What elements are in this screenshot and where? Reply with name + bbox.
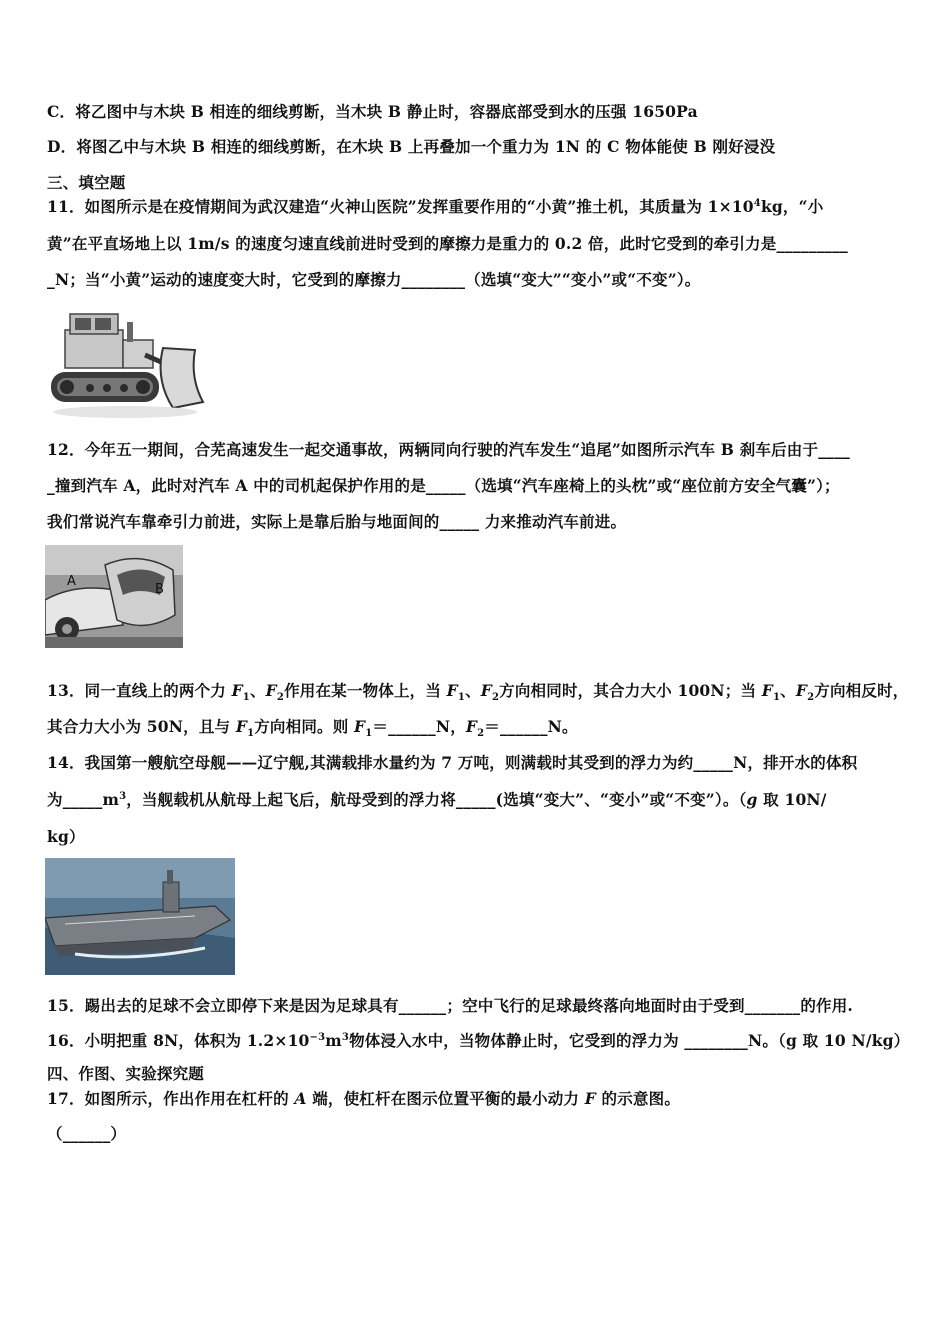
q12-line1: 12．今年五一期间，合芜高速发生一起交通事故，两辆同向行驶的汽车发生“追尾”如图所示汽车 B 刹车后由于____ [47, 440, 850, 459]
section-title-fill-blank: 三、填空题 [47, 173, 126, 192]
q15: 15．踢出去的足球不会立即停下来是因为足球具有______；空中飞行的足球最终落向地面时由于受到_______的作用. [47, 996, 854, 1015]
q12-line3: 我们常说汽车靠牵引力前进，实际上是靠后胎与地面间的_____ 力来推动汽车前进。 [47, 512, 627, 531]
bulldozer-image [45, 300, 207, 425]
q11-line2: 黄”在平直场地上以 1m/s 的速度匀速直线前进时受到的摩擦力是重力的 0.2 倍，此时它受到的牵引力是_________ [47, 234, 848, 253]
car-b-label: B [155, 582, 164, 597]
q17: 17．如图所示，作出作用在杠杆的 A 端，使杠杆在图示位置平衡的最小动力 F 的示意图。 [47, 1089, 681, 1108]
q11-line3: _N；当“小黄”运动的速度变大时，它受到的摩擦力________（选填“变大”“变小”或“不变”）。 [47, 270, 701, 289]
option-d: D．将图乙中与木块 B 相连的细线剪断，在木块 B 上再叠加一个重力为 1N 的 C 物体能使 B 刚好浸没 [47, 137, 776, 156]
q16: 16．小明把重 8N，体积为 $1.2\times 10^{-3}m^3$物体浸入水中，当物体静止时，它受到的浮力为 ________N。（g 取 10 N/kg） [47, 1031, 910, 1050]
q14-line2: 为$\_\_\_\_\_m^3$，当舰载机从航母上起飞后，航母受到的浮力将_____(选填“变大”、“变小”或“不变”）。（g 取 10N/ [47, 790, 827, 809]
q14-line1: 14．我国第一艘航空母舰——辽宁舰,其满载排水量约为 7 万吨，则满载时其受到的浮力为约_____N，排开水的体积 [47, 753, 858, 772]
option-c: C．将乙图中与木块 B 相连的细线剪断，当木块 B 静止时，容器底部受到水的压强 1650Pa [47, 102, 698, 121]
q17-answer-blank: （______） [47, 1124, 127, 1143]
q14-line3: kg） [47, 827, 85, 846]
q13-line2: 其合力大小为 50N，且与 $F_1$方向相同。则 $F_1=\_\_\_\_\_\_N$，$F_2=\_\_\_\_\_\_N$。 [47, 717, 578, 740]
car-crash-image [45, 545, 183, 648]
section-title-experiment: 四、作图、实验探究题 [47, 1064, 205, 1083]
q12-line2: _撞到汽车 A，此时对汽车 A 中的司机起保护作用的是_____（选填“汽车座椅上的头枕”或“座位前方安全气囊”）； [47, 476, 840, 495]
car-a-label: A [67, 574, 76, 589]
q13-line1: 13．同一直线上的两个力 $F_1$、$F_2$作用在某一物体上，当 $F_1$、$F_2$方向相同时，其合力大小 100N；当 $F_1$、$F_2$方向相反时， [47, 681, 909, 704]
aircraft-carrier-image [45, 858, 235, 975]
q11-line1: 11．如图所示是在疫情期间为武汉建造“火神山医院”发挥重要作用的“小黄”推土机，其质量为 $1\times 10^4kg$，“小 [47, 197, 824, 216]
